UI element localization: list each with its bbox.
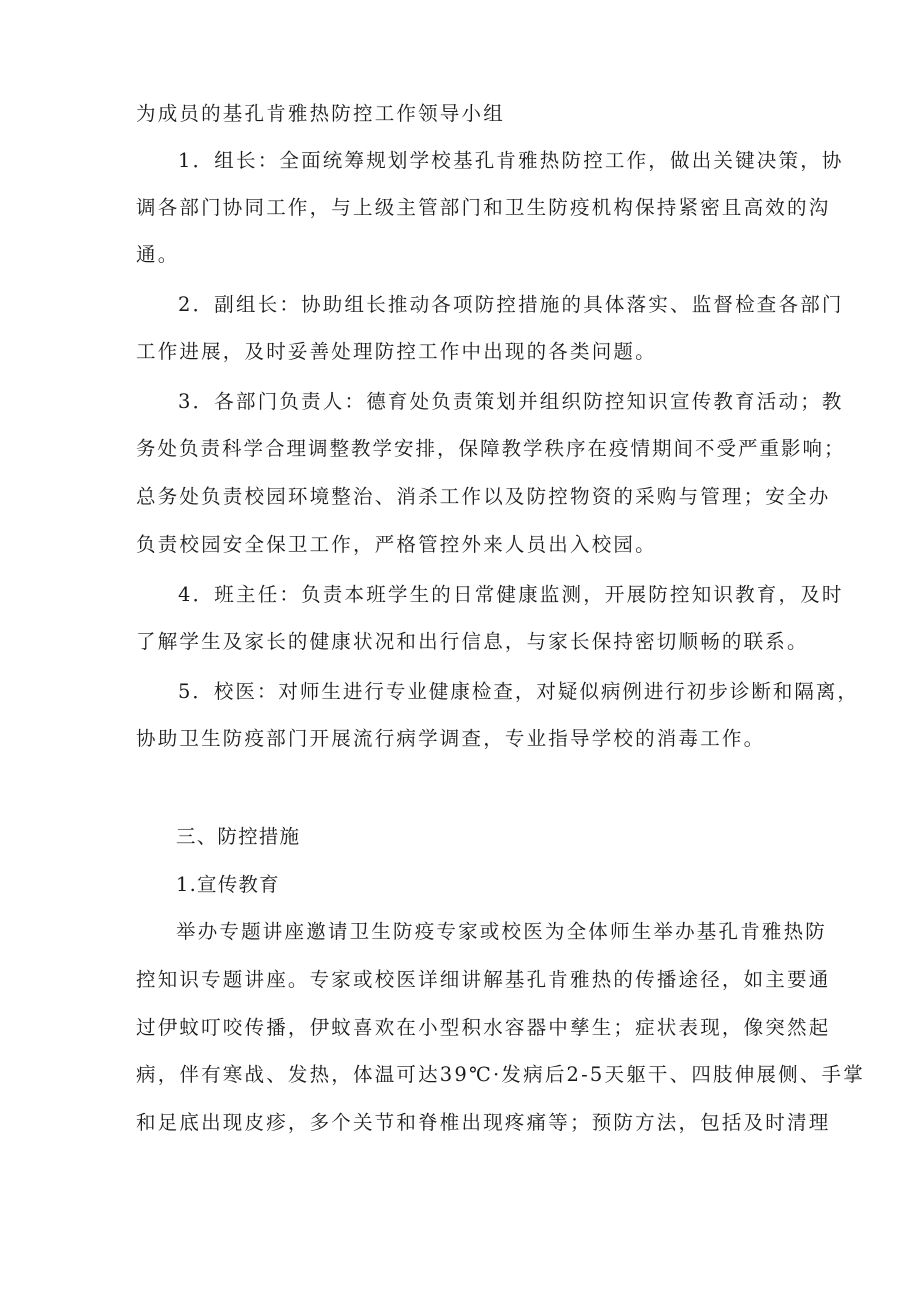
paragraph-line: 工作进展，及时妥善处理防控工作中出现的各类问题。 [136,340,657,363]
paragraph-line: 和足底出现皮疹，多个关节和脊椎出现疼痛等；预防方法，包括及时清理 [136,1111,831,1134]
paragraph-line: 总务处负责校园环境整治、消杀工作以及防控物资的采购与管理；安全办 [136,485,831,508]
section-heading: 三、防控措施 [176,825,301,848]
paragraph-line: 4．班主任：负责本班学生的日常健康监测，开展防控知识教育，及时 [178,583,844,606]
paragraph-line: 为成员的基孔肯雅热防控工作领导小组 [136,102,505,125]
paragraph-line: 病，伴有寒战、发热，体温可达39℃·发病后2-5天躯干、四肢伸展侧、手掌 [136,1063,865,1086]
paragraph-line: 务处负责科学合理调整教学安排，保障教学秩序在疫情期间不受严重影响； [136,437,846,460]
paragraph-line: 了解学生及家长的健康状况和出行信息，与家长保持密切顺畅的联系。 [136,630,809,653]
paragraph-line: 5．校医：对师生进行专业健康检查，对疑似病例进行初步诊断和隔离， [178,680,859,703]
paragraph-line: 1．组长：全面统筹规划学校基孔肯雅热防控工作，做出关键决策，协 [178,149,844,172]
paragraph-line: 2．副组长：协助组长推动各项防控措施的具体落实、监督检查各部门 [178,293,844,316]
paragraph-line: 3．各部门负责人：德育处负责策划并组织防控知识宣传教育活动；教 [178,390,844,413]
paragraph-line: 过伊蚊叮咬传播，伊蚊喜欢在小型积水容器中孳生；症状表现，像突然起 [136,1016,831,1039]
paragraph-line: 举办专题讲座邀请卫生防疫专家或校医为全体师生举办基孔肯雅热防 [176,920,828,943]
paragraph-line: 负责校园安全保卫工作，严格管控外来人员出入校园。 [136,533,657,556]
paragraph-line: 通。 [136,243,180,266]
paragraph-line: 调各部门协同工作，与上级主管部门和卫生防疫机构保持紧密且高效的沟 [136,196,831,219]
paragraph-line: 控知识专题讲座。专家或校医详细讲解基孔肯雅热的传播途径，如主要通 [136,968,831,991]
paragraph-line: 协助卫生防疫部门开展流行病学调查，专业指导学校的消毒工作。 [136,727,766,750]
subsection-heading: 1.宣传教育 [176,873,280,896]
